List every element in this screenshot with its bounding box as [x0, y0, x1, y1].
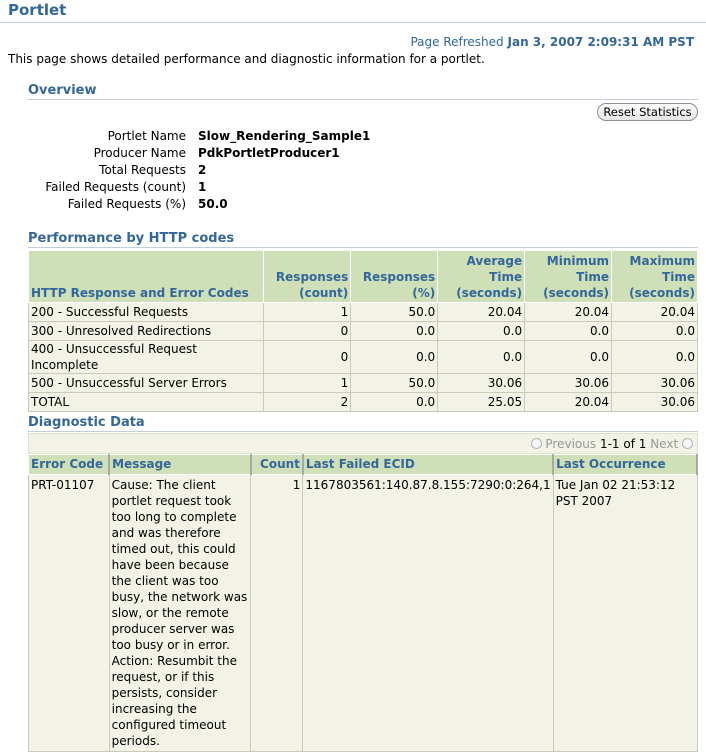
overview-value: Slow_Rendering_Sample1 [198, 129, 371, 143]
cell-min: 0.0 [525, 322, 612, 341]
overview-value: 1 [198, 180, 207, 194]
cell-count: 1 [251, 475, 303, 752]
cell-count: 1 [264, 374, 351, 393]
cell-avg: 30.06 [438, 374, 525, 393]
table-header-row [29, 455, 698, 475]
overview-label: Producer Name [93, 146, 186, 160]
overview-label: Failed Requests (%) [67, 197, 186, 211]
previous-link[interactable]: Previous [545, 437, 597, 451]
table-row [29, 303, 698, 322]
page-title: Portlet [8, 1, 67, 19]
overview-value: PdkPortletProducer1 [198, 146, 340, 160]
col-header-responses-count: Responses (count) [264, 251, 351, 303]
cell-max: 0.0 [612, 341, 698, 374]
overview-label: Total Requests [99, 163, 186, 177]
diagnostic-heading: Diagnostic Data [28, 415, 145, 430]
diagnostic-table [28, 454, 698, 752]
performance-heading: Performance by HTTP codes [28, 231, 235, 246]
cell-max: 30.06 [612, 374, 698, 393]
col-header-http-codes: HTTP Response and Error Codes [29, 251, 264, 303]
col-header-error-code: Error Code [29, 455, 110, 475]
col-header-count: Count [251, 455, 303, 475]
cell-count: 0 [264, 322, 351, 341]
table-row [29, 374, 698, 393]
col-header-last-failed-ecid: Last Failed ECID [303, 455, 553, 475]
cell-count: 0 [264, 341, 351, 374]
cell-last-occurrence: Tue Jan 02 21:53:12 PST 2007 [553, 475, 697, 752]
col-header-minimum-time: Minimum Time (seconds) [525, 251, 612, 303]
pagination-range: 1-1 of 1 [599, 437, 647, 451]
performance-divider [28, 247, 698, 248]
performance-table [28, 250, 698, 412]
page-refreshed-time: Jan 3, 2007 2:09:31 AM PST [507, 35, 694, 49]
page-refreshed [410, 35, 694, 49]
cell-avg: 0.0 [438, 322, 525, 341]
cell-avg: 25.05 [438, 393, 525, 412]
diagnostic-divider [28, 431, 698, 432]
cell-percent: 0.0 [351, 322, 438, 341]
cell-min: 20.04 [525, 303, 612, 322]
next-icon [682, 438, 693, 449]
cell-percent: 0.0 [351, 341, 438, 374]
col-header-last-occurrence: Last Occurrence [553, 455, 697, 475]
cell-percent: 50.0 [351, 374, 438, 393]
cell-max: 30.06 [612, 393, 698, 412]
overview-label: Portlet Name [107, 129, 186, 143]
cell-code: 400 - Unsuccessful Request Incomplete [29, 341, 264, 374]
cell-percent: 50.0 [351, 303, 438, 322]
cell-ecid: 1167803561:140.87.8.155:7290:0:264,1 [303, 475, 553, 752]
table-row [29, 341, 698, 374]
page-description: This page shows detailed performance and diagnostic information for a portlet. [8, 52, 485, 66]
col-header-maximum-time: Maximum Time (seconds) [612, 251, 698, 303]
overview-heading: Overview [28, 83, 97, 98]
pagination-bar [28, 433, 698, 454]
cell-message: Cause: The client portlet request took too long to complete and was therefore timed out, this could have been because the client was too busy, the network was slow, or the remote producer server was too busy or in error. Action: Resumbit the request, or if this persists, consider increasing the configured timeout periods. [109, 475, 251, 752]
cell-min: 30.06 [525, 374, 612, 393]
title-divider [0, 22, 706, 23]
col-header-responses-percent: Responses (%) [351, 251, 438, 303]
cell-avg: 0.0 [438, 341, 525, 374]
table-row [29, 322, 698, 341]
cell-min: 20.04 [525, 393, 612, 412]
overview-value: 50.0 [198, 197, 228, 211]
overview-value: 2 [198, 163, 207, 177]
overview-divider [28, 99, 698, 100]
cell-max: 0.0 [612, 322, 698, 341]
cell-code: 500 - Unsuccessful Server Errors [29, 374, 264, 393]
overview-label: Failed Requests (count) [45, 180, 186, 194]
cell-code: 200 - Successful Requests [29, 303, 264, 322]
cell-code: TOTAL [29, 393, 264, 412]
table-row-total [29, 393, 698, 412]
cell-percent: 0.0 [351, 393, 438, 412]
col-header-average-time: Average Time (seconds) [438, 251, 525, 303]
next-link[interactable]: Next [650, 437, 679, 451]
cell-avg: 20.04 [438, 303, 525, 322]
cell-max: 20.04 [612, 303, 698, 322]
col-header-message: Message [109, 455, 251, 475]
cell-count: 2 [264, 393, 351, 412]
cell-error-code: PRT-01107 [29, 475, 110, 752]
page-refreshed-label: Page Refreshed [410, 35, 504, 49]
table-header-row [29, 251, 698, 303]
cell-code: 300 - Unresolved Redirections [29, 322, 264, 341]
previous-icon [531, 438, 542, 449]
table-row [29, 475, 698, 752]
reset-statistics-button[interactable]: Reset Statistics [597, 103, 698, 121]
cell-count: 1 [264, 303, 351, 322]
cell-min: 0.0 [525, 341, 612, 374]
